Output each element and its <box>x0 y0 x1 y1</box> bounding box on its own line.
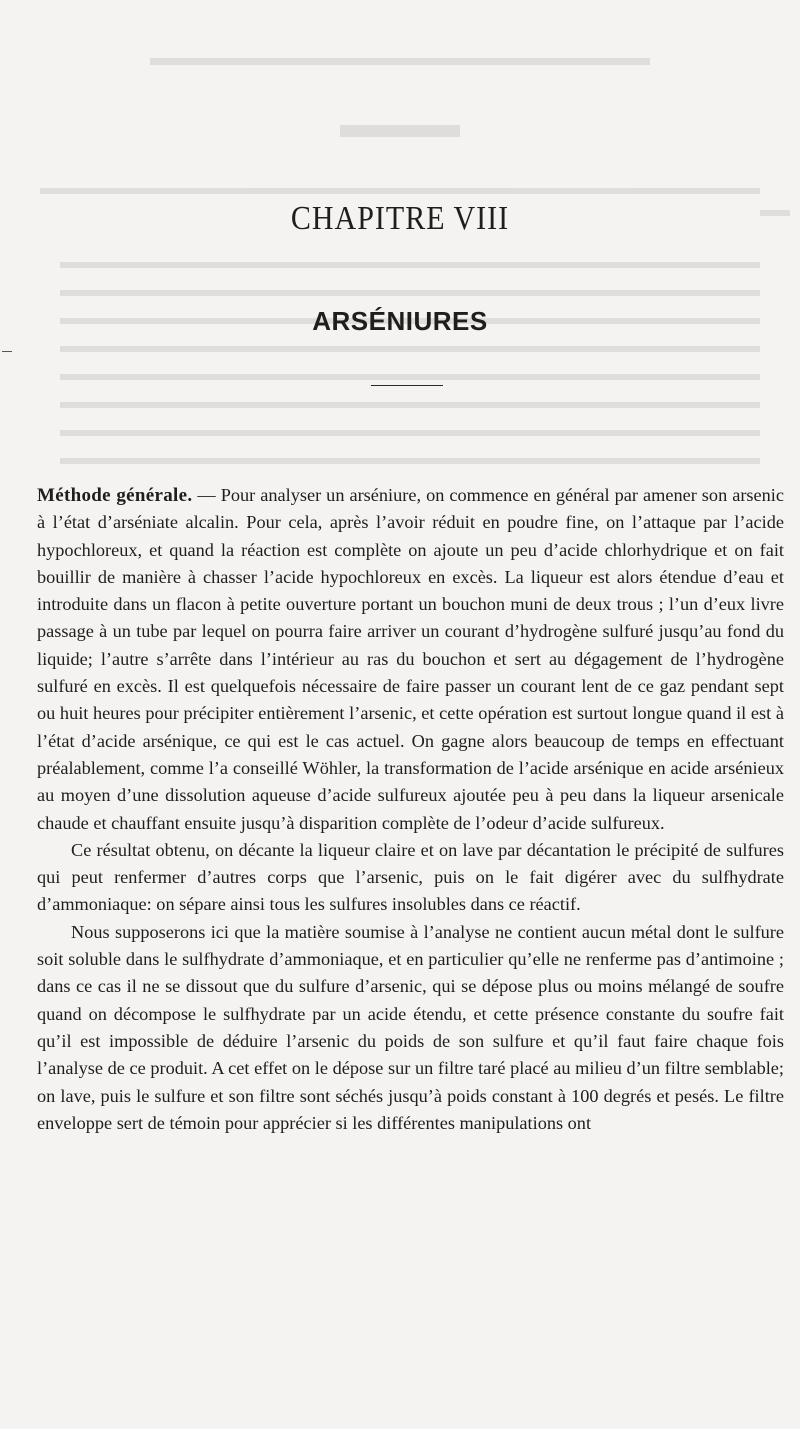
paragraph-3: Nous supposerons ici que la matière soumise à l’analyse ne contient aucun métal dont le sulfure soit soluble dans le sulfhydrate d’ammoniaque, et en particulier qu’elle ne renferme pas d’antimoine ; dans ce cas il ne se dissout que du sulfure d’arsenic, qui se dépose plus ou moins mélangé de soufre quand on décompose le sulfhydrate par un acide étendu, et cette présence constante du soufre fait qu’il est impossible de déduire l’arsenic du poids de son sulfure et qu’il faut faire chaque fois l’analyse de ce produit. A cet effet on le dépose sur un filtre taré placé au milieu d’un filtre semblable; on lave, puis le sulfure et son filtre sont séchés jusqu’à poids constant à 100 degrés et pesés. Le filtre enveloppe sert de témoin pour apprécier si les différentes manipulations ont <box>37 921 784 1133</box>
body-text <box>37 482 784 1137</box>
paragraph-1 <box>37 482 784 837</box>
section-title: ARSÉNIURES <box>312 306 488 336</box>
title-divider <box>371 385 443 386</box>
paragraph-1-text: — Pour analyser un arséniure, on commence en général par amener son arsenic à l’état d’arséniate alcalin. Pour cela, après l’avoir réduit en poudre fine, on l’attaque par l’acide hypochloreux, et quand la réaction est complète on ajoute un peu d’acide chlorhydrique et on fait bouillir de manière à chasser l’acide hypochloreux en excès. La liqueur est alors étendue d’eau et introduite dans un flacon à petite ouverture portant un bouchon muni de deux trous ; l’un d’eux livre passage à un tube par lequel on pourra faire arriver un courant d’hydrogène sulfuré jusqu’au fond du liquide; l’autre s’arrête dans l’intérieur au ras du bouchon et sert au dégagement de l’hydrogène sulfuré en excès. Il est quelquefois nécessaire de faire passer un courant lent de ce gaz pendant sept ou huit heures pour précipiter entièrement l’arsenic, et cette opération est surtout longue quand il est à l’état d’acide arsénique, ce qui est le cas actuel. On gagne alors beaucoup de temps en effectuant préalablement, comme l’a conseillé Wöhler, la transformation de l’acide arsénique en acide arsénieux au moyen d’une dissolution aqueuse d’acide sulfureux ajoutée peu à peu dans la liqueur arsenicale chaude et chauffant ensuite jusqu’à disparition complète de l’odeur d’acide sulfureux. <box>37 485 784 833</box>
paragraph-2: Ce résultat obtenu, on décante la liqueur claire et on lave par décantation le précipité de sulfures qui peut renfermer d’autres corps que l’arsenic, puis on le fait digérer avec du sulfhydrate d’ammoniaque: on sépare ainsi tous les sulfures insolubles dans ce réactif. <box>37 839 784 915</box>
run-in-heading: Méthode générale. <box>37 485 193 506</box>
margin-mark <box>2 351 12 352</box>
chapter-title: CHAPITRE VIII <box>290 199 510 237</box>
